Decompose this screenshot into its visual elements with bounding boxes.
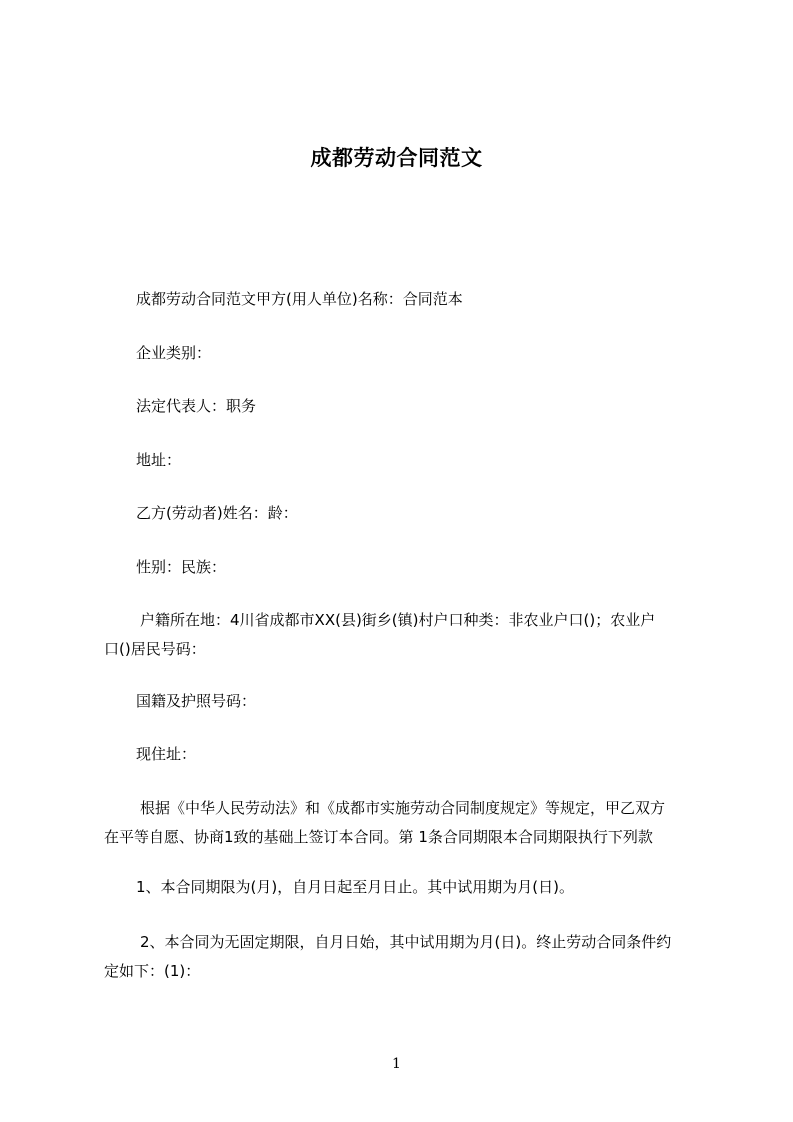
clause-2-line-1: 2、本合同为无固定期限，自月日始，其中试用期为月(日)。终止劳动合同条件约 — [140, 933, 672, 951]
household-line-2: 口()居民号码： — [104, 640, 206, 658]
nationality-passport: 国籍及护照号码： — [136, 692, 257, 710]
party-a-name: 成都劳动合同范文甲方(用人单位)名称：合同范本 — [136, 290, 463, 308]
party-b-name: 乙方(劳动者)姓名：龄： — [136, 504, 298, 522]
contract-basis — [104, 794, 709, 852]
household-registration — [104, 606, 709, 664]
enterprise-type: 企业类别： — [136, 344, 212, 362]
basis-line-2: 在平等自愿、协商1致的基础上签订本合同。第 1条合同期限本合同期限执行下列款 — [104, 828, 653, 846]
household-line-1: 户籍所在地：4川省成都市XX(县)街乡(镇)村户口种类：非农业户口()；农业户 — [140, 611, 656, 629]
page-number: 1 — [392, 1056, 401, 1072]
legal-representative: 法定代表人：职务 — [136, 397, 257, 415]
document-title: 成都劳动合同范文 — [310, 146, 483, 170]
clause-1: 1、本合同期限为(月)，自月日起至月日止。其中试用期为月(日)。 — [136, 878, 574, 896]
basis-line-1: 根据《中华人民劳动法》和《成都市实施劳动合同制度规定》等规定，甲乙双方 — [140, 799, 666, 817]
current-address: 现住址： — [136, 745, 197, 763]
clause-2-line-2: 定如下：(1)： — [104, 962, 201, 980]
gender-ethnicity: 性别：民族： — [136, 558, 227, 576]
address: 地址： — [136, 451, 182, 469]
clause-2 — [104, 928, 709, 986]
